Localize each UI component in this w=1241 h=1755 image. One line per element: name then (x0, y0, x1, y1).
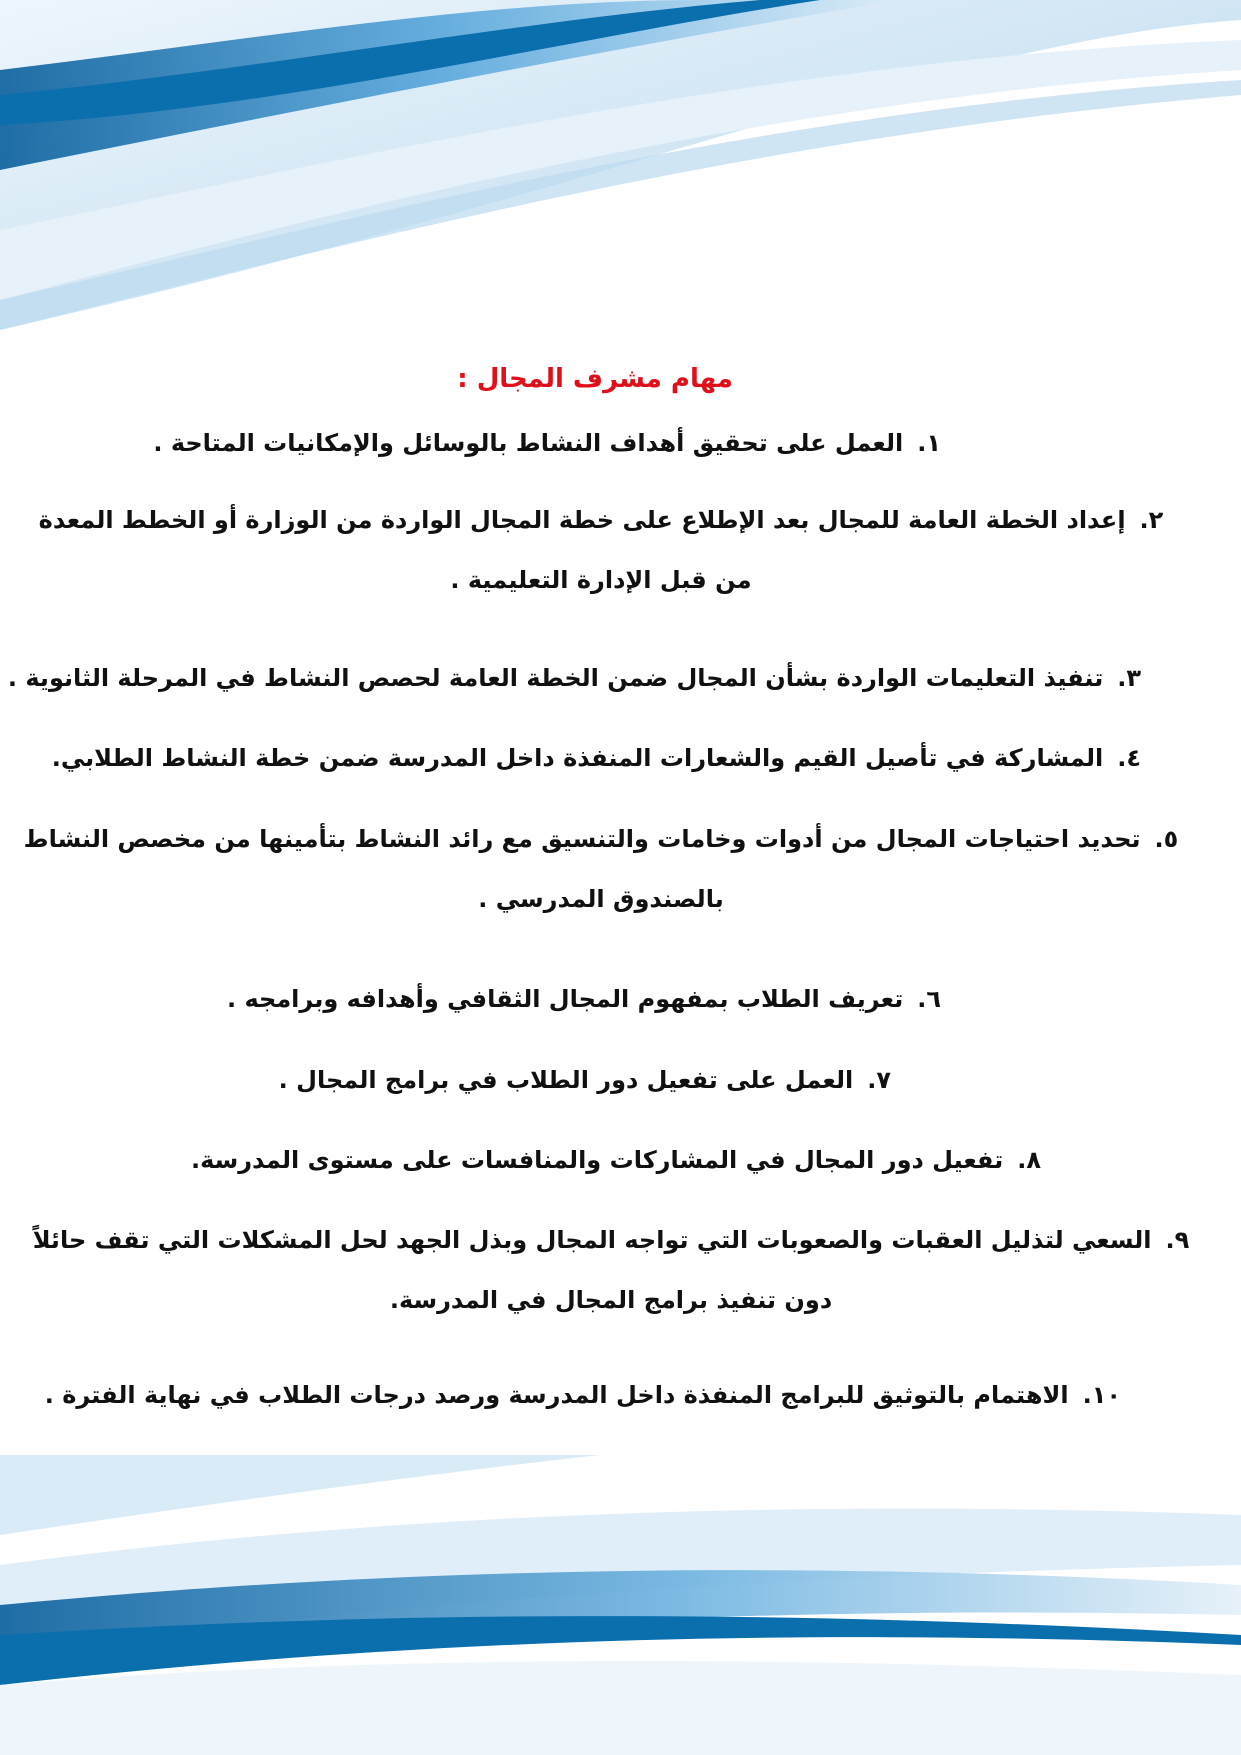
task-text: تفعيل دور المجال في المشاركات والمنافسات على مستوى المدرسة. (190, 1146, 1004, 1174)
task-number: ٧. (867, 1066, 891, 1094)
task-text: تعريف الطلاب بمفهوم المجال الثقافي وأهدافه وبرامجه . (227, 985, 904, 1013)
task-item-2 (21, 490, 1181, 610)
task-text: المشاركة في تأصيل القيم والشعارات المنفذة داخل المدرسة ضمن خطة النشاط الطلابي. (51, 744, 1104, 772)
task-item-5 (21, 809, 1181, 929)
task-number: ٤. (1117, 744, 1141, 772)
task-number: ١٠. (1082, 1381, 1121, 1409)
task-number: ٥. (1154, 825, 1179, 853)
task-item-9 (21, 1210, 1201, 1330)
task-number: ٢. (1139, 506, 1164, 534)
task-text: تحديد احتياجات المجال من أدوات وخامات والتنسيق مع رائد النشاط بتأمينها من مخصص النشاط بالصندوق المدرسي . (23, 825, 1141, 913)
decorative-wave-top (0, 0, 1241, 350)
task-text: إعداد الخطة العامة للمجال بعد الإطلاع على خطة المجال الواردة من الوزارة أو الخطط المعدة من قبل الإدارة التعليمية . (38, 506, 1126, 594)
decorative-wave-bottom (0, 1455, 1241, 1755)
task-text: تنفيذ التعليمات الواردة بشأن المجال ضمن الخطة العامة لحصص النشاط في المرحلة الثانوية . (7, 664, 1104, 692)
task-item-3 (8, 648, 1141, 708)
task-text: العمل على تفعيل دور الطلاب في برامج المجال . (278, 1066, 854, 1094)
task-item-8 (191, 1130, 1041, 1190)
task-item-1 (153, 413, 941, 473)
task-number: ١. (917, 429, 941, 457)
task-text: العمل على تحقيق أهداف النشاط بالوسائل والإمكانيات المتاحة . (153, 429, 904, 457)
task-number: ٩. (1165, 1226, 1190, 1254)
task-text: الاهتمام بالتوثيق للبرامج المنفذة داخل المدرسة ورصد درجات الطلاب في نهاية الفترة . (44, 1381, 1069, 1409)
task-number: ٣. (1117, 664, 1141, 692)
task-number: ٨. (1017, 1146, 1041, 1174)
task-item-4 (52, 728, 1141, 788)
task-item-7 (279, 1050, 891, 1110)
page-title: مهام مشرف المجال : (457, 364, 733, 394)
task-number: ٦. (917, 985, 941, 1013)
task-text: السعي لتذليل العقبات والصعوبات التي تواجه المجال وبذل الجهد لحل المشكلات التي تقف حائلاً دون تنفيذ برامج المجال في المدرسة. (32, 1226, 1152, 1314)
task-item-6 (227, 969, 941, 1029)
task-item-10 (45, 1365, 1121, 1425)
